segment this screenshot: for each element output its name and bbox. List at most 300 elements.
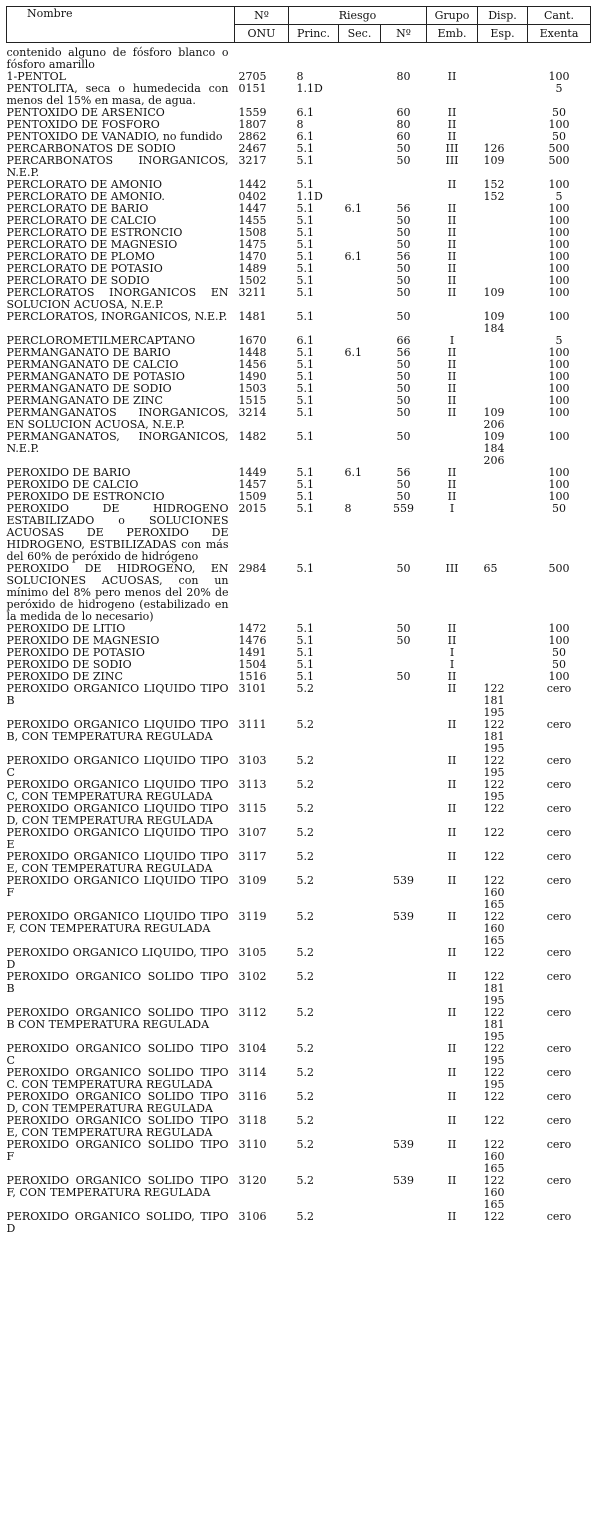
risk-number xyxy=(381,827,427,851)
risk-number: 56 xyxy=(396,250,411,263)
special-provisions: 122 195 xyxy=(483,1042,505,1067)
header-onu: ONU xyxy=(235,25,289,43)
packing-group: III xyxy=(445,562,459,575)
onu-number: 1670 xyxy=(238,334,267,347)
onu-number: 3106 xyxy=(238,1210,267,1223)
risk-number: 60 xyxy=(396,130,411,143)
header-no: Nº xyxy=(235,7,289,25)
risk-primary xyxy=(289,43,339,72)
exempt-quantity: cero xyxy=(546,1138,572,1151)
special-provisions xyxy=(478,647,528,659)
substance-name: PENTOXIDO DE VANADIO, no fundido xyxy=(6,130,223,143)
risk-secondary xyxy=(339,623,381,635)
special-provisions xyxy=(478,359,528,371)
risk-secondary xyxy=(339,1043,381,1067)
special-provisions: 152 xyxy=(483,190,505,203)
exempt-quantity: cero xyxy=(546,850,572,863)
risk-number: 56 xyxy=(396,466,411,479)
risk-secondary xyxy=(339,635,381,647)
risk-secondary xyxy=(339,1115,381,1139)
packing-group: II xyxy=(447,874,457,887)
onu-number: 2467 xyxy=(238,142,267,155)
table-row xyxy=(7,1091,591,1115)
special-provisions: 126 xyxy=(483,142,505,155)
risk-secondary xyxy=(339,263,381,275)
risk-secondary xyxy=(339,1175,381,1211)
substance-name: PERCLORATO DE PLOMO xyxy=(6,250,155,263)
onu-number: 3117 xyxy=(238,850,267,863)
table-row xyxy=(7,971,591,1007)
risk-secondary xyxy=(339,287,381,311)
exempt-quantity: 100 xyxy=(548,238,570,251)
risk-number xyxy=(381,179,427,191)
table-row xyxy=(7,155,591,179)
packing-group: II xyxy=(447,202,457,215)
substance-name: PEROXIDO ORGANICO SOLIDO TIPO B xyxy=(6,970,229,995)
risk-number: 56 xyxy=(396,202,411,215)
table-row xyxy=(7,779,591,803)
risk-secondary: 6.1 xyxy=(344,250,362,263)
table-row xyxy=(7,311,591,335)
exempt-quantity: cero xyxy=(546,826,572,839)
onu-number: 3110 xyxy=(238,1138,267,1151)
packing-group xyxy=(427,311,478,335)
risk-secondary xyxy=(339,371,381,383)
exempt-quantity: 100 xyxy=(548,262,570,275)
substance-name: PEROXIDO ORGANICO SOLIDO TIPO C. CON TEMPERATURA REGULADA xyxy=(6,1066,229,1091)
table-row xyxy=(7,1115,591,1139)
risk-secondary xyxy=(339,227,381,239)
risk-primary: 8 xyxy=(296,70,304,83)
special-provisions: 122 xyxy=(483,1114,505,1127)
risk-number xyxy=(381,1211,427,1235)
special-provisions xyxy=(478,71,528,83)
risk-secondary xyxy=(339,827,381,851)
risk-secondary: 6.1 xyxy=(344,466,362,479)
onu-number: 3109 xyxy=(238,874,267,887)
risk-number xyxy=(381,779,427,803)
risk-primary: 5.1 xyxy=(296,658,314,671)
onu-number: 3118 xyxy=(238,1114,267,1127)
exempt-quantity: cero xyxy=(546,1174,572,1187)
special-provisions: 122 181 195 xyxy=(483,682,505,719)
substance-name: PERMANGANATOS, INORGANICOS, N.E.P. xyxy=(6,430,229,455)
header-riesgo-no: Nº xyxy=(381,25,427,43)
risk-secondary xyxy=(339,119,381,131)
risk-primary: 5.2 xyxy=(296,946,314,959)
packing-group: II xyxy=(447,1042,457,1055)
packing-group: II xyxy=(447,262,457,275)
special-provisions xyxy=(478,107,528,119)
onu-number: 1559 xyxy=(238,106,267,119)
substance-name: PEROXIDO DE POTASIO xyxy=(6,646,145,659)
onu-number: 1442 xyxy=(238,178,267,191)
risk-primary: 5.1 xyxy=(296,646,314,659)
risk-number: 50 xyxy=(396,358,411,371)
risk-number xyxy=(381,647,427,659)
risk-secondary xyxy=(339,563,381,623)
risk-secondary xyxy=(339,155,381,179)
risk-secondary xyxy=(339,971,381,1007)
special-provisions xyxy=(478,467,528,479)
special-provisions xyxy=(478,251,528,263)
header-sec: Sec. xyxy=(339,25,381,43)
table-row xyxy=(7,431,591,467)
table-row xyxy=(7,911,591,947)
risk-primary: 5.1 xyxy=(296,178,314,191)
risk-primary: 5.2 xyxy=(296,1114,314,1127)
table-row xyxy=(7,287,591,311)
risk-primary: 5.1 xyxy=(296,466,314,479)
packing-group: II xyxy=(447,250,457,263)
packing-group: II xyxy=(447,1114,457,1127)
risk-number: 539 xyxy=(393,1138,414,1151)
packing-group: II xyxy=(447,1174,457,1187)
substance-name: PEROXIDO ORGANICO SOLIDO, TIPO D xyxy=(6,1210,229,1235)
exempt-quantity: cero xyxy=(546,1042,572,1055)
special-provisions: 122 xyxy=(483,826,505,839)
onu-number: 1491 xyxy=(238,646,267,659)
risk-secondary xyxy=(339,479,381,491)
risk-secondary xyxy=(339,1211,381,1235)
risk-number: 66 xyxy=(396,334,411,347)
packing-group: II xyxy=(447,910,457,923)
substance-name: PEROXIDO ORGANICO LIQUIDO TIPO E xyxy=(6,826,229,851)
risk-primary: 6.1 xyxy=(296,334,314,347)
special-provisions: 122 xyxy=(483,1210,505,1223)
onu-number: 1457 xyxy=(238,478,267,491)
special-provisions: 122 160 165 xyxy=(483,1174,505,1211)
packing-group: II xyxy=(447,226,457,239)
packing-group: II xyxy=(447,382,457,395)
onu-number: 1482 xyxy=(238,430,267,443)
onu-number: 2862 xyxy=(238,130,267,143)
special-provisions xyxy=(478,203,528,215)
risk-number: 50 xyxy=(396,274,411,287)
exempt-quantity: cero xyxy=(546,1114,572,1127)
risk-secondary xyxy=(339,947,381,971)
onu-number: 3111 xyxy=(238,718,267,731)
special-provisions xyxy=(478,479,528,491)
onu-number: 3217 xyxy=(238,154,267,167)
special-provisions xyxy=(478,227,528,239)
special-provisions xyxy=(478,239,528,251)
risk-number: 50 xyxy=(396,562,411,575)
risk-secondary xyxy=(339,131,381,143)
risk-primary: 5.1 xyxy=(296,622,314,635)
special-provisions xyxy=(478,635,528,647)
special-provisions: 122 160 165 xyxy=(483,910,505,947)
substance-name: PEROXIDO ORGANICO LIQUIDO TIPO C, CON TEMPERATURA REGULADA xyxy=(6,778,229,803)
onu-number: 3120 xyxy=(238,1174,267,1187)
exempt-quantity: 100 xyxy=(548,274,570,287)
special-provisions: 122 181 195 xyxy=(483,970,505,1007)
substance-name: PERMANGANATO DE POTASIO xyxy=(6,370,185,383)
packing-group: II xyxy=(447,118,457,131)
risk-number: 50 xyxy=(396,310,411,323)
risk-number: 539 xyxy=(393,874,414,887)
special-provisions: 109 206 xyxy=(483,406,505,431)
risk-secondary xyxy=(339,647,381,659)
exempt-quantity: 50 xyxy=(552,130,566,143)
packing-group: II xyxy=(447,406,457,419)
risk-primary: 5.2 xyxy=(296,682,314,695)
packing-group: II xyxy=(447,70,457,83)
table-header xyxy=(7,7,591,43)
packing-group: II xyxy=(447,850,457,863)
packing-group: II xyxy=(447,490,457,503)
header-disp: Disp. xyxy=(478,7,528,25)
onu-number: 3102 xyxy=(238,970,267,983)
header-cant: Cant. xyxy=(528,7,591,25)
packing-group: II xyxy=(447,970,457,983)
packing-group: II xyxy=(447,106,457,119)
risk-primary: 5.2 xyxy=(296,970,314,983)
risk-number: 50 xyxy=(396,214,411,227)
risk-number xyxy=(381,719,427,755)
substance-name: PEROXIDO DE LITIO xyxy=(6,622,126,635)
risk-primary: 6.1 xyxy=(296,130,314,143)
table-row xyxy=(7,1043,591,1067)
exempt-quantity: 50 xyxy=(552,106,566,119)
risk-number xyxy=(381,43,427,72)
exempt-quantity: 50 xyxy=(552,658,566,671)
header-nombre: Nombre xyxy=(7,7,235,43)
onu-number: 1508 xyxy=(238,226,267,239)
risk-secondary xyxy=(339,779,381,803)
exempt-quantity: 100 xyxy=(548,670,570,683)
exempt-quantity: cero xyxy=(546,910,572,923)
exempt-quantity: cero xyxy=(546,1210,572,1223)
risk-secondary xyxy=(339,275,381,287)
risk-primary: 5.2 xyxy=(296,778,314,791)
exempt-quantity: 100 xyxy=(548,178,570,191)
special-provisions: 109 xyxy=(483,286,505,299)
substance-name: PEROXIDO DE MAGNESIO xyxy=(6,634,160,647)
packing-group: II xyxy=(447,754,457,767)
onu-number: 1472 xyxy=(238,622,267,635)
risk-number xyxy=(381,1067,427,1091)
special-provisions xyxy=(478,659,528,671)
substance-name: PEROXIDO DE ZINC xyxy=(6,670,123,683)
dangerous-goods-table xyxy=(6,6,591,1235)
special-provisions: 65 xyxy=(483,562,498,575)
exempt-quantity: 100 xyxy=(548,430,570,443)
risk-primary: 8 xyxy=(296,118,304,131)
special-provisions xyxy=(478,83,528,107)
table-row xyxy=(7,407,591,431)
onu-number: 1516 xyxy=(238,670,267,683)
onu-number: 3211 xyxy=(238,286,267,299)
risk-secondary xyxy=(339,911,381,947)
onu-number: 3101 xyxy=(238,682,267,695)
risk-number: 56 xyxy=(396,346,411,359)
header-grupo: Grupo xyxy=(427,7,478,25)
packing-group: II xyxy=(447,622,457,635)
risk-primary: 5.2 xyxy=(296,1066,314,1079)
risk-number: 50 xyxy=(396,286,411,299)
risk-primary: 5.1 xyxy=(296,490,314,503)
exempt-quantity: cero xyxy=(546,946,572,959)
risk-secondary xyxy=(339,311,381,335)
substance-name: PERMANGANATO DE BARIO xyxy=(6,346,171,359)
exempt-quantity: 500 xyxy=(548,562,570,575)
special-provisions xyxy=(478,263,528,275)
packing-group: II xyxy=(447,1138,457,1151)
packing-group: II xyxy=(447,370,457,383)
exempt-quantity: cero xyxy=(546,802,572,815)
risk-secondary xyxy=(339,431,381,467)
onu-number: 1503 xyxy=(238,382,267,395)
risk-number xyxy=(381,947,427,971)
substance-name: PERCLORATO DE AMONIO xyxy=(6,178,162,191)
substance-name: PEROXIDO DE BARIO xyxy=(6,466,131,479)
risk-number: 50 xyxy=(396,238,411,251)
risk-number xyxy=(381,851,427,875)
special-provisions: 122 160 165 xyxy=(483,1138,505,1175)
risk-primary: 5.2 xyxy=(296,874,314,887)
packing-group: II xyxy=(447,274,457,287)
packing-group xyxy=(427,43,478,72)
header-emb: Emb. xyxy=(427,25,478,43)
exempt-quantity: cero xyxy=(546,1066,572,1079)
special-provisions: 109 184 206 xyxy=(483,430,505,467)
substance-name: PERCARBONATOS INORGANICOS, N.E.P. xyxy=(6,154,229,179)
risk-primary: 5.1 xyxy=(296,262,314,275)
risk-primary: 5.1 xyxy=(296,430,314,443)
onu-number: 1807 xyxy=(238,118,267,131)
onu-number: 3119 xyxy=(238,910,267,923)
substance-name: PEROXIDO ORGANICO LIQUIDO, TIPO D xyxy=(6,946,229,971)
exempt-quantity: 500 xyxy=(548,154,570,167)
header-princ: Princ. xyxy=(289,25,339,43)
packing-group: II xyxy=(447,130,457,143)
risk-primary: 5.1 xyxy=(296,358,314,371)
exempt-quantity xyxy=(528,43,591,72)
risk-number: 539 xyxy=(393,1174,414,1187)
onu-number: 1476 xyxy=(238,634,267,647)
table-row xyxy=(7,1211,591,1235)
risk-secondary xyxy=(339,851,381,875)
substance-name: PEROXIDO DE CALCIO xyxy=(6,478,139,491)
risk-number: 50 xyxy=(396,382,411,395)
packing-group: II xyxy=(447,346,457,359)
risk-primary: 1.1D xyxy=(296,82,323,95)
substance-name: PEROXIDO ORGANICO SOLIDO TIPO C xyxy=(6,1042,229,1067)
table-row xyxy=(7,875,591,911)
table-row xyxy=(7,719,591,755)
substance-name: contenido alguno de fósforo blanco o fósforo amarillo xyxy=(6,46,229,71)
onu-number: 1504 xyxy=(238,658,267,671)
packing-group: II xyxy=(447,238,457,251)
risk-number xyxy=(381,1115,427,1139)
exempt-quantity: 100 xyxy=(548,286,570,299)
special-provisions xyxy=(478,371,528,383)
risk-secondary xyxy=(339,407,381,431)
exempt-quantity: cero xyxy=(546,874,572,887)
risk-number: 50 xyxy=(396,622,411,635)
risk-secondary xyxy=(339,755,381,779)
risk-number xyxy=(381,803,427,827)
table-row xyxy=(7,1175,591,1211)
substance-name: PEROXIDO DE HIDROGENO, EN SOLUCIONES ACUOSAS, con un mínimo del 8% pero menos del 20% de peróxido de hidrogeno (estabilizado en la medida de lo necesario) xyxy=(6,562,229,623)
special-provisions: 122 xyxy=(483,1090,505,1103)
exempt-quantity: 100 xyxy=(548,70,570,83)
risk-number: 80 xyxy=(396,70,411,83)
risk-secondary: 6.1 xyxy=(344,346,362,359)
onu-number: 1509 xyxy=(238,490,267,503)
risk-secondary xyxy=(339,683,381,719)
special-provisions: 122 xyxy=(483,946,505,959)
onu-number: 1502 xyxy=(238,274,267,287)
exempt-quantity: 100 xyxy=(548,370,570,383)
packing-group: II xyxy=(447,358,457,371)
risk-secondary xyxy=(339,1007,381,1043)
exempt-quantity: 100 xyxy=(548,622,570,635)
table-row xyxy=(7,683,591,719)
onu-number: 3114 xyxy=(238,1066,267,1079)
special-provisions xyxy=(478,119,528,131)
risk-number xyxy=(381,971,427,1007)
risk-secondary xyxy=(339,143,381,155)
substance-name: PERCARBONATOS DE SODIO xyxy=(6,142,176,155)
table-row xyxy=(7,755,591,779)
substance-name: PEROXIDO ORGANICO LIQUIDO TIPO D, CON TEMPERATURA REGULADA xyxy=(6,802,229,827)
special-provisions: 122 195 xyxy=(483,1066,505,1091)
exempt-quantity: 50 xyxy=(552,502,566,515)
substance-name: PEROXIDO ORGANICO LIQUIDO TIPO F, CON TEMPERATURA REGULADA xyxy=(6,910,229,935)
document-page xyxy=(6,6,590,1235)
substance-name: PEROXIDO DE HIDROGENO ESTABILIZADO o SOLUCIONES ACUOSAS DE PEROXIDO DE HIDROGENO, ESTBILIZADAS con más del 60% de peróxido de hidrógeno xyxy=(6,502,229,563)
exempt-quantity: cero xyxy=(546,970,572,983)
risk-primary: 5.2 xyxy=(296,850,314,863)
risk-number: 50 xyxy=(396,394,411,407)
special-provisions: 109 xyxy=(483,154,505,167)
table-row xyxy=(7,1067,591,1091)
substance-name: PEROXIDO ORGANICO SOLIDO TIPO F, CON TEMPERATURA REGULADA xyxy=(6,1174,229,1199)
table-row xyxy=(7,1007,591,1043)
risk-primary: 5.2 xyxy=(296,1210,314,1223)
packing-group: II xyxy=(447,802,457,815)
onu-number: 0151 xyxy=(238,82,267,95)
table-body xyxy=(7,43,591,1236)
table-row xyxy=(7,503,591,563)
special-provisions xyxy=(478,215,528,227)
special-provisions: 122 195 xyxy=(483,754,505,779)
packing-group: II xyxy=(447,670,457,683)
exempt-quantity: cero xyxy=(546,778,572,791)
special-provisions xyxy=(478,623,528,635)
risk-secondary xyxy=(339,43,381,72)
substance-name: PENTOXIDO DE ARSENICO xyxy=(6,106,165,119)
packing-group: II xyxy=(447,778,457,791)
onu-number: 3103 xyxy=(238,754,267,767)
table-row xyxy=(7,851,591,875)
onu-number: 3104 xyxy=(238,1042,267,1055)
risk-secondary xyxy=(339,1091,381,1115)
onu-number: 2015 xyxy=(238,502,267,515)
risk-secondary xyxy=(339,1067,381,1091)
risk-primary: 5.1 xyxy=(296,562,314,575)
exempt-quantity: 5 xyxy=(555,82,563,95)
exempt-quantity: 100 xyxy=(548,490,570,503)
risk-primary: 5.1 xyxy=(296,634,314,647)
onu-number: 1489 xyxy=(238,262,267,275)
risk-primary: 5.2 xyxy=(296,910,314,923)
substance-name: PERCLORATO DE BARIO xyxy=(6,202,149,215)
substance-name: PENTOLITA, seca o humedecida con menos del 15% en masa, de agua. xyxy=(6,82,229,107)
substance-name: PERCLORATO DE MAGNESIO xyxy=(6,238,178,251)
